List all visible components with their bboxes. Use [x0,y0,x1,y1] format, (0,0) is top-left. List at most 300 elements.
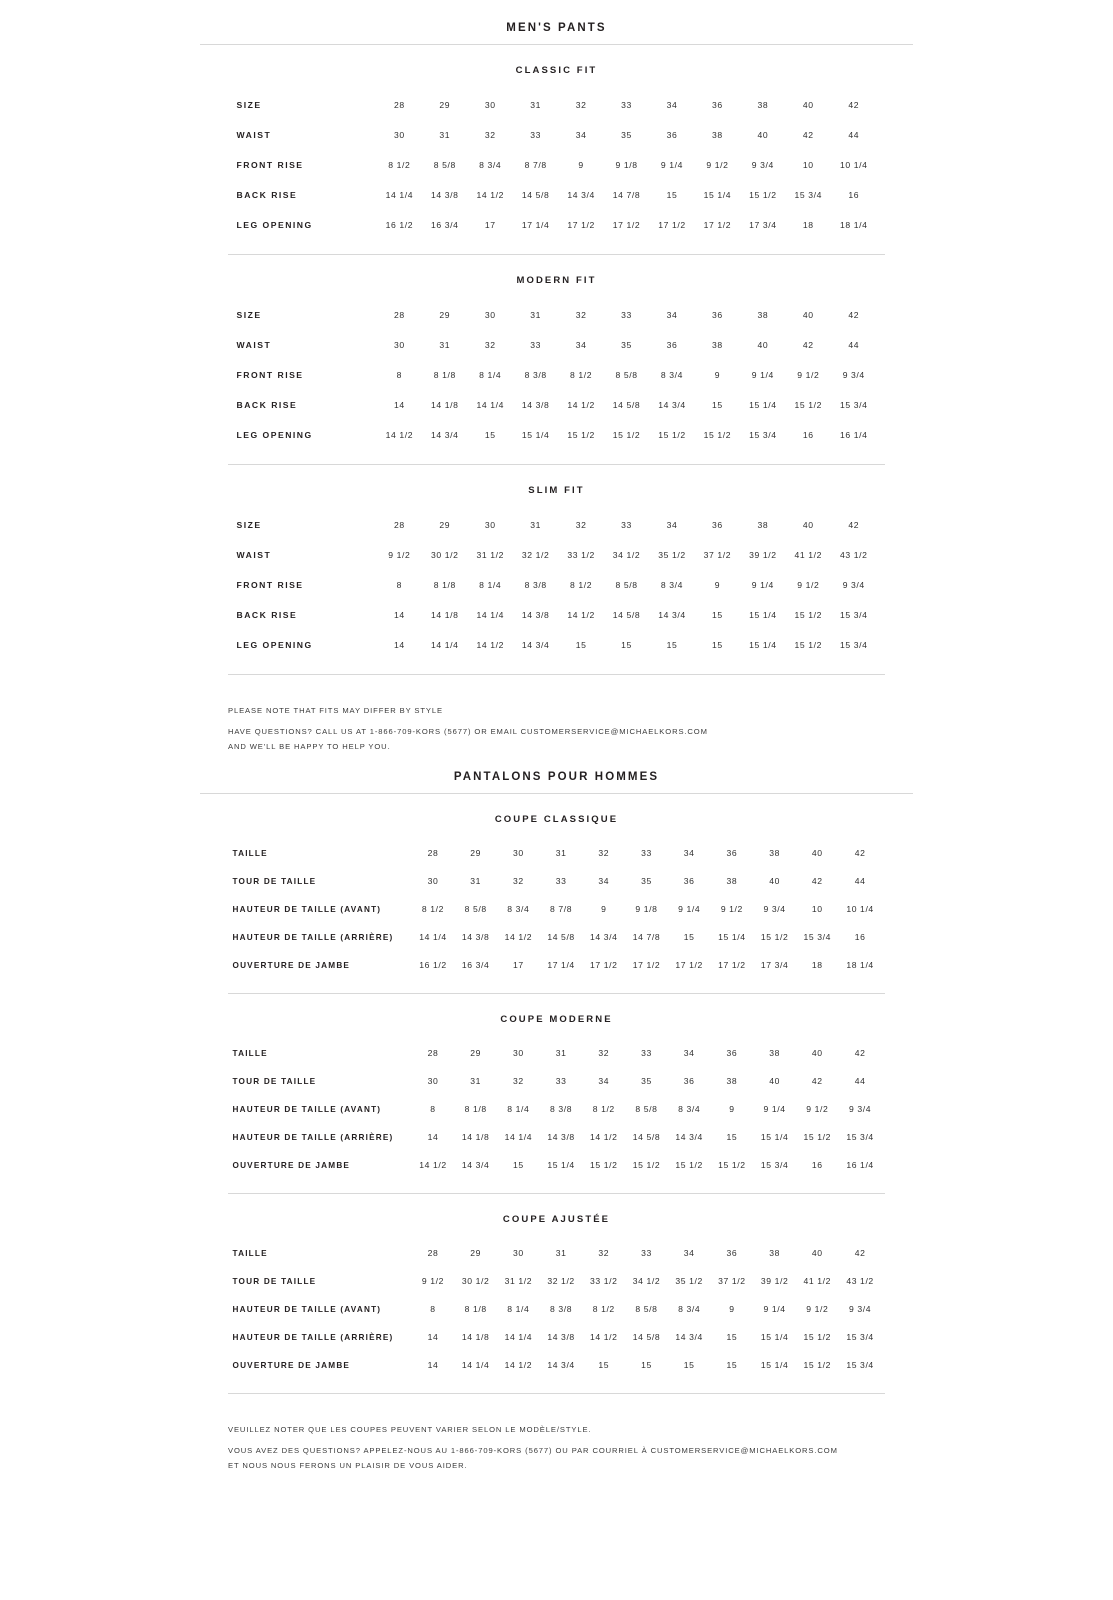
cell: 40 [757,340,769,350]
cell: 14 7/8 [632,932,661,943]
page-title-french: PANTALONS POUR HOMMES [453,771,660,784]
cell: 38 [757,520,769,530]
cell: 16 1/2 [385,220,414,230]
cell: 38 [712,130,723,140]
cell: 9 [714,580,721,590]
cell: 31 [530,520,542,530]
cell: 15 1/2 [567,430,595,440]
cell: 14 3/4 [658,610,686,620]
note-fit-disclaimer-fr: VEUILLEZ NOTER QUE LES COUPES PEUVENT VARIER SELON LE MODÈLE/STYLE. [228,1425,592,1435]
size-table-coupe-ajustee [232,1239,882,1379]
cell: 35 [641,1076,652,1087]
row-label: SIZE [236,310,262,320]
cell: 8 1/4 [507,1104,530,1115]
cell: 9 1/4 [660,160,684,170]
cell: 14 3/8 [521,610,550,620]
cell: 15 [712,640,723,650]
cell: 14 [427,1132,439,1143]
cell: 8 1/2 [388,160,411,170]
cell: 14 [393,610,405,620]
cell: 35 1/2 [675,1276,703,1287]
divider-title-english [200,44,913,45]
cell: 32 [575,520,587,530]
cell: 9 1/2 [797,580,820,590]
cell: 9 1/2 [706,160,729,170]
cell: 15 1/4 [547,1160,575,1171]
row-label: HAUTEUR DE TAILLE (AVANT) [232,1304,382,1314]
cell: 17 1/2 [632,960,661,971]
cell: 17 1/2 [612,220,641,230]
cell: 14 3/4 [590,932,618,943]
cell: 15 3/4 [840,640,868,650]
table-row [232,1123,882,1151]
cell: 14 [393,400,405,410]
cell: 15 1/2 [658,430,686,440]
cell: 42 [848,310,860,320]
row-label: FRONT RISE [236,580,304,590]
cell: 33 [641,1248,652,1259]
cell: 14 1/4 [461,1360,490,1371]
cell: 36 [683,1076,695,1087]
cell: 8 3/4 [507,904,530,915]
cell: 15 [683,932,695,943]
cell: 14 1/4 [504,1332,533,1343]
cell: 14 1/2 [504,1360,533,1371]
cell: 17 1/2 [590,960,618,971]
cell: 16 [802,430,814,440]
cell: 17 3/4 [760,960,789,971]
cell: 8 1/8 [464,1304,487,1315]
cell: 8 [430,1304,436,1315]
cell: 34 [683,1248,695,1259]
cell: 43 1/2 [846,1276,874,1287]
table-row [237,120,877,150]
cell: 40 [769,876,780,887]
cell: 15 1/2 [794,610,823,620]
cell: 9 3/4 [763,904,786,915]
cell: 15 1/2 [794,640,823,650]
cell: 9 1/2 [720,904,743,915]
cell: 33 [530,130,542,140]
cell: 44 [854,1076,866,1087]
cell: 15 1/2 [749,190,777,200]
cell: 16 [854,932,866,943]
row-label: WAIST [236,340,272,350]
cell: 32 [575,310,587,320]
cell: 28 [393,310,405,320]
cell: 8 5/8 [635,1304,658,1315]
row-label: OUVERTURE DE JAMBE [232,1360,351,1370]
cell: 15 3/4 [846,1360,874,1371]
cell: 14 [427,1360,439,1371]
cell: 31 [530,310,542,320]
fit-title-coupe-ajustee: COUPE AJUSTÉE [502,1214,611,1226]
cell: 14 [393,640,405,650]
cell: 8 [396,580,403,590]
cell: 42 [854,848,866,859]
table-row [232,895,882,923]
cell: 15 3/4 [840,610,868,620]
cell: 8 3/4 [678,1304,701,1315]
cell: 36 [726,1048,738,1059]
table-body [232,839,882,979]
cell: 8 3/8 [524,370,547,380]
cell: 31 [439,340,451,350]
cell: 17 1/4 [547,960,575,971]
table-row [237,630,877,660]
cell: 15 3/4 [749,430,777,440]
cell: 38 [712,340,723,350]
cell: 31 [555,1048,567,1059]
cell: 14 5/8 [547,932,575,943]
cell: 16 [848,190,860,200]
cell: 8 [430,1104,436,1115]
fit-title-coupe-classique: COUPE CLASSIQUE [494,814,619,826]
cell: 8 5/8 [615,580,638,590]
cell: 8 1/4 [479,370,502,380]
cell: 15 [726,1332,738,1343]
cell: 14 3/8 [461,932,490,943]
cell: 8 1/2 [592,1104,615,1115]
cell: 40 [757,130,769,140]
cell: 35 [621,340,632,350]
size-table-classic [237,90,877,240]
cell: 42 [854,1248,866,1259]
cell: 38 [769,1048,780,1059]
table-row [237,510,877,540]
cell: 8 7/8 [550,904,573,915]
cell: 38 [757,100,769,110]
cell: 33 [555,876,567,887]
cell: 32 1/2 [521,550,550,560]
cell: 15 1/4 [749,400,777,410]
cell: 28 [427,848,439,859]
cell: 30 [512,1248,524,1259]
cell: 34 [575,130,587,140]
row-label: HAUTEUR DE TAILLE (ARRIÈRE) [232,932,394,942]
cell: 8 3/4 [660,370,684,380]
cell: 32 [512,1076,524,1087]
table-row [232,867,882,895]
cell: 14 3/8 [521,400,550,410]
cell: 36 [666,340,678,350]
cell: 15 [683,1360,695,1371]
english-section [0,22,1113,752]
cell: 34 [575,340,587,350]
cell: 18 [802,220,814,230]
row-label: TOUR DE TAILLE [232,876,317,886]
fit-title-classic: CLASSIC FIT [515,65,598,76]
cell: 42 [848,520,860,530]
cell: 40 [811,1048,823,1059]
cell: 14 1/2 [476,190,504,200]
cell: 40 [769,1076,780,1087]
size-table-modern [237,300,877,450]
cell: 16 1/4 [840,430,868,440]
cell: 15 [484,430,496,440]
cell: 17 1/2 [703,220,732,230]
cell: 16 1/2 [419,960,447,971]
cell: 41 1/2 [803,1276,832,1287]
cell: 15 1/2 [803,1332,832,1343]
cell: 8 3/8 [550,1104,573,1115]
table-row [232,1039,882,1067]
cell: 15 1/4 [718,932,746,943]
row-label: TOUR DE TAILLE [232,1076,317,1086]
row-label: HAUTEUR DE TAILLE (ARRIÈRE) [232,1332,394,1342]
cell: 33 [641,1048,652,1059]
cell: 10 1/4 [840,160,868,170]
cell: 8 3/4 [660,580,684,590]
page-title-english: MEN'S PANTS [506,22,607,34]
cell: 15 [726,1132,738,1143]
cell: 15 [666,640,678,650]
cell: 33 [621,100,632,110]
cell: 31 [555,1248,567,1259]
cell: 8 5/8 [615,370,638,380]
cell: 14 1/8 [431,400,459,410]
cell: 33 [621,520,632,530]
fit-title-coupe-moderne: COUPE MODERNE [500,1014,613,1026]
cell: 14 1/4 [419,932,447,943]
note-contact-line1: HAVE QUESTIONS? CALL US AT 1-866-709-KORS (5677) OR EMAIL CUSTOMERSERVICE@MICHAELKORS.COM [228,726,708,736]
cell: 8 5/8 [464,904,487,915]
cell: 28 [393,100,405,110]
cell: 40 [811,1248,823,1259]
cell: 31 1/2 [476,550,504,560]
cell: 29 [470,1048,482,1059]
cell: 15 1/4 [749,640,777,650]
table-row [237,300,877,330]
cell: 44 [848,340,860,350]
cell: 32 [484,130,496,140]
cell: 8 [396,370,403,380]
cell: 15 1/4 [760,1132,789,1143]
cell: 9 1/8 [615,160,638,170]
row-label: OUVERTURE DE JAMBE [232,1160,351,1170]
cell: 15 1/4 [749,610,777,620]
cell: 15 3/4 [803,932,832,943]
cell: 14 1/2 [385,430,414,440]
cell: 14 1/4 [476,610,504,620]
row-label: WAIST [236,130,272,140]
table-row [232,839,882,867]
row-label: HAUTEUR DE TAILLE (AVANT) [232,904,382,914]
cell: 36 [726,848,738,859]
cell: 9 1/2 [806,1304,829,1315]
cell: 17 [484,220,496,230]
cell: 32 [575,100,587,110]
cell: 9 3/4 [751,160,774,170]
cell: 14 3/4 [675,1332,703,1343]
cell: 34 [666,520,678,530]
cell: 9 [601,904,607,915]
cell: 43 1/2 [840,550,868,560]
cell: 9 1/4 [763,1304,786,1315]
cell: 14 1/8 [461,1132,490,1143]
cell: 14 3/4 [658,400,686,410]
cell: 8 5/8 [635,1104,658,1115]
cell: 14 1/2 [567,400,595,410]
cell: 34 [666,100,678,110]
fit-block-modern [0,275,1113,450]
table-row [237,540,877,570]
cell: 33 [621,310,632,320]
cell: 41 1/2 [794,550,823,560]
cell: 15 1/2 [590,1160,618,1171]
cell: 15 [712,610,723,620]
cell: 34 [666,310,678,320]
fit-block-coupe-ajustee [0,1214,1113,1379]
cell: 30 [427,1076,439,1087]
cell: 15 1/2 [703,430,732,440]
cell: 40 [802,310,814,320]
cell: 42 [848,100,860,110]
cell: 15 [641,1360,652,1371]
cell: 44 [854,876,866,887]
cell: 8 3/8 [550,1304,573,1315]
table-row [232,923,882,951]
cell: 32 [598,1248,610,1259]
cell: 8 1/8 [433,580,456,590]
cell: 36 [683,876,695,887]
row-label: TAILLE [232,1048,268,1058]
fit-block-slim [0,485,1113,660]
cell: 14 [427,1332,439,1343]
cell: 15 1/2 [632,1160,661,1171]
table-body [237,90,877,240]
cell: 14 1/4 [504,1132,533,1143]
cell: 9 1/8 [635,904,658,915]
cell: 10 1/4 [846,904,874,915]
cell: 14 1/4 [431,640,459,650]
cell: 14 1/4 [385,190,414,200]
table-row [232,951,882,979]
cell: 14 3/4 [675,1132,703,1143]
cell: 9 3/4 [842,580,865,590]
cell: 14 7/8 [612,190,641,200]
cell: 9 3/4 [842,370,865,380]
cell: 29 [439,310,451,320]
cell: 15 1/2 [718,1160,746,1171]
cell: 17 3/4 [749,220,777,230]
cell: 40 [802,520,814,530]
cell: 34 1/2 [612,550,641,560]
cell: 36 [712,520,723,530]
cell: 15 [726,1360,738,1371]
cell: 17 [512,960,524,971]
cell: 35 1/2 [658,550,686,560]
cell: 42 [811,1076,823,1087]
table-row [237,330,877,360]
cell: 29 [470,848,482,859]
french-section [0,771,1113,1471]
cell: 30 [393,130,405,140]
table-row [237,570,877,600]
cell: 14 3/8 [547,1132,575,1143]
cell: 33 [641,848,652,859]
table-row [232,1267,882,1295]
cell: 14 3/4 [521,640,550,650]
cell: 14 1/2 [419,1160,447,1171]
cell: 38 [769,848,780,859]
cell: 31 [439,130,451,140]
cell: 42 [802,340,814,350]
cell: 14 5/8 [632,1132,661,1143]
table-row [232,1095,882,1123]
cell: 31 [530,100,542,110]
cell: 35 [641,876,652,887]
cell: 8 3/4 [479,160,502,170]
cell: 10 [802,160,814,170]
cell: 14 1/2 [590,1332,618,1343]
divider-title-french [200,793,913,794]
table-row [237,360,877,390]
cell: 35 [621,130,632,140]
cell: 34 1/2 [632,1276,661,1287]
cell: 31 [555,848,567,859]
cell: 15 1/2 [760,932,789,943]
fit-block-coupe-moderne [0,1014,1113,1179]
size-table-coupe-classique [232,839,882,979]
cell: 8 1/4 [479,580,502,590]
fit-block-classic [0,65,1113,240]
cell: 15 1/4 [760,1332,789,1343]
cell: 31 [470,876,482,887]
cell: 40 [811,848,823,859]
cell: 9 1/4 [763,1104,786,1115]
cell: 8 5/8 [433,160,456,170]
cell: 9 1/2 [421,1276,445,1287]
row-label: LEG OPENING [236,640,313,650]
cell: 15 1/2 [803,1132,832,1143]
cell: 8 1/4 [507,1304,530,1315]
cell: 8 1/2 [570,580,593,590]
cell: 39 1/2 [749,550,777,560]
cell: 15 [621,640,632,650]
row-label: TOUR DE TAILLE [232,1276,317,1286]
row-label: TAILLE [232,1248,268,1258]
cell: 30 1/2 [461,1276,490,1287]
cell: 36 [712,310,723,320]
cell: 28 [427,1248,439,1259]
table-body [237,510,877,660]
table-row [232,1295,882,1323]
row-label: LEG OPENING [236,430,313,440]
cell: 14 1/2 [476,640,504,650]
cell: 14 1/2 [504,932,533,943]
cell: 9 1/4 [751,370,774,380]
cell: 42 [854,1048,866,1059]
cell: 15 [666,190,678,200]
cell: 34 [598,876,610,887]
cell: 15 3/4 [760,1160,789,1171]
notes-english [228,691,885,752]
cell: 8 1/2 [592,1304,615,1315]
cell: 15 1/2 [612,430,641,440]
cell: 14 5/8 [612,400,641,410]
cell: 14 3/4 [547,1360,575,1371]
cell: 9 1/4 [751,580,774,590]
cell: 36 [666,130,678,140]
cell: 32 [512,876,524,887]
cell: 16 [811,1160,823,1171]
cell: 15 1/2 [794,400,823,410]
cell: 8 3/4 [678,1104,701,1115]
fit-title-modern: MODERN FIT [516,275,597,286]
divider-modern-slim [228,464,885,465]
row-label: SIZE [236,520,262,530]
